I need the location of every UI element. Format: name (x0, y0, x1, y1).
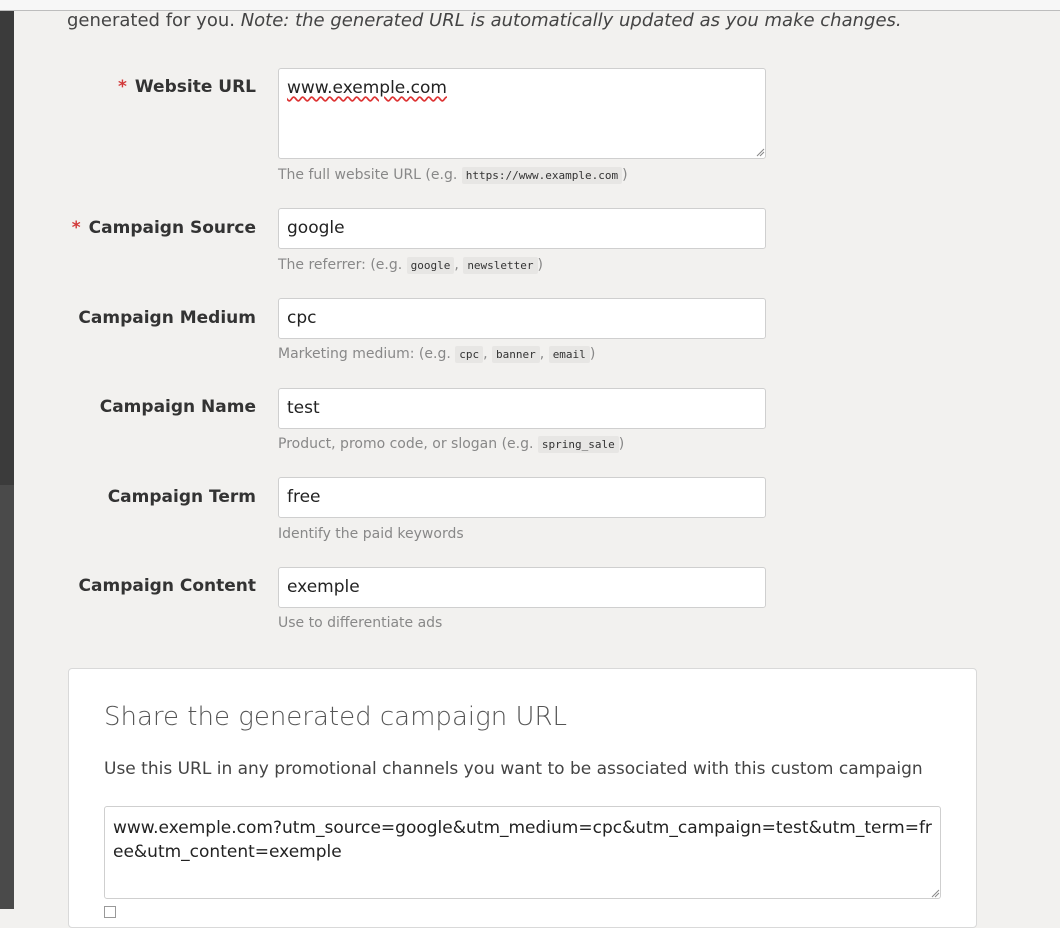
help-code: https://www.example.com (462, 167, 622, 184)
website-url-label-text: Website URL (134, 77, 256, 97)
help-code: newsletter (463, 257, 537, 274)
intro-text-start: generated for you. (67, 10, 241, 31)
help-text: , (454, 257, 464, 273)
generated-url-textarea[interactable]: www.exemple.com?utm_source=google&utm_medium=cpc&utm_campaign=test&utm_term=free&utm_content=exemple (104, 806, 941, 899)
share-panel (68, 668, 977, 928)
resize-grip-icon[interactable] (756, 148, 765, 157)
website-url-help (278, 167, 628, 183)
left-sidebar-edge (0, 11, 14, 485)
help-code: email (549, 346, 590, 363)
campaign-name-label: Campaign Name (99, 397, 256, 417)
required-mark: * (71, 218, 81, 238)
campaign-content-label: Campaign Content (78, 576, 256, 596)
intro-text (67, 10, 902, 31)
share-title: Share the generated campaign URL (104, 702, 568, 732)
help-code: spring_sale (538, 436, 619, 453)
help-text: , (539, 346, 549, 362)
campaign-medium-label: Campaign Medium (78, 308, 256, 328)
shorten-url-checkbox[interactable] (104, 906, 116, 918)
campaign-term-input[interactable]: free (278, 477, 766, 518)
help-code: cpc (455, 346, 483, 363)
help-text: Marketing medium: (e.g. (278, 346, 456, 362)
campaign-source-label (72, 218, 256, 238)
website-url-value: www.exemple.com (287, 78, 447, 98)
help-text: The full website URL (e.g. (278, 167, 462, 183)
help-text: ) (589, 346, 596, 362)
help-code: banner (492, 346, 540, 363)
required-mark: * (118, 77, 127, 97)
help-text: , (483, 346, 493, 362)
help-text: ) (618, 436, 625, 452)
help-code: google (407, 257, 455, 274)
campaign-content-input[interactable]: exemple (278, 567, 766, 608)
intro-note: Note: the generated URL is automatically updated as you make changes. (240, 10, 902, 31)
campaign-term-label: Campaign Term (107, 487, 256, 507)
website-url-label (118, 77, 256, 97)
help-text: Product, promo code, or slogan (e.g. (278, 436, 538, 452)
resize-grip-icon[interactable] (931, 889, 940, 898)
campaign-medium-help (278, 346, 595, 362)
help-text: ) (622, 167, 628, 183)
help-text: The referrer: (e.g. (278, 257, 407, 273)
campaign-source-label-text: Campaign Source (88, 218, 256, 238)
campaign-source-input[interactable]: google (278, 208, 766, 249)
campaign-source-help (278, 257, 543, 273)
campaign-content-help: Use to differentiate ads (278, 615, 443, 631)
campaign-medium-input[interactable]: cpc (278, 298, 766, 339)
share-description: Use this URL in any promotional channels you want to be associated with this custom campaign (104, 759, 923, 779)
campaign-term-help: Identify the paid keywords (278, 526, 464, 542)
website-url-input[interactable] (278, 68, 766, 159)
campaign-name-help (278, 436, 624, 452)
help-text: ) (537, 257, 544, 273)
campaign-name-input[interactable]: test (278, 388, 766, 429)
left-sidebar-edge-lower (0, 485, 14, 909)
